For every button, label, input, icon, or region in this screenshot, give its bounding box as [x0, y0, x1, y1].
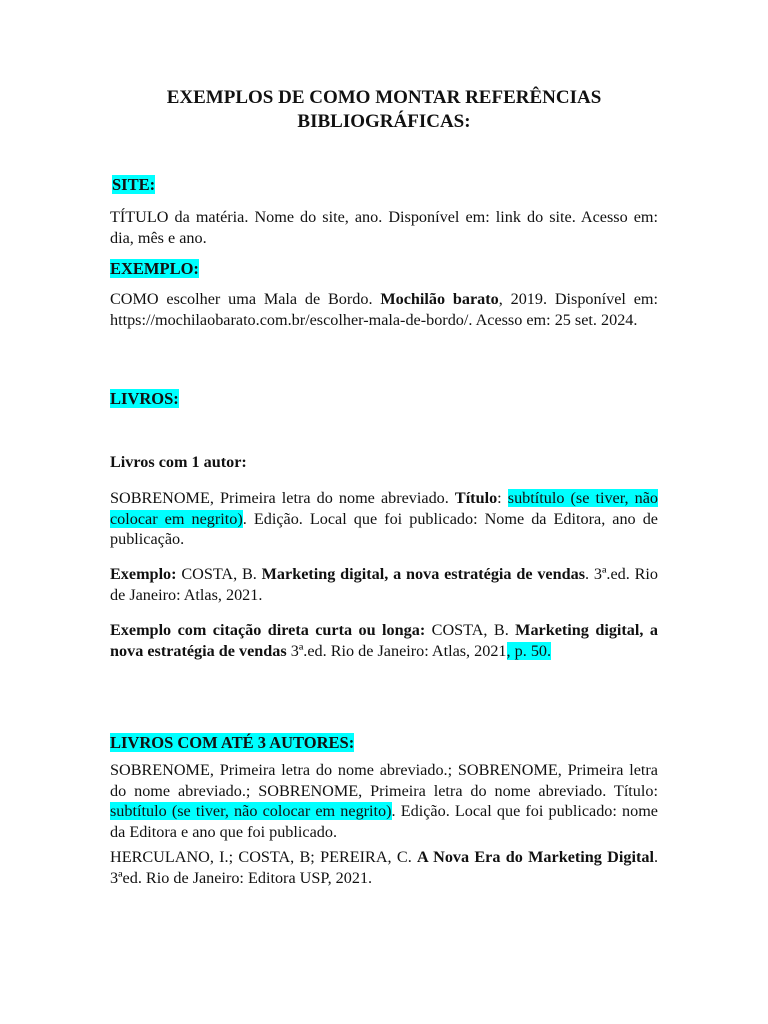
three-authors-example: [110, 847, 658, 888]
site-heading-text: SITE:: [112, 175, 156, 194]
three-authors-post: . Edição. Local que foi publicado: nome da Editora e ano que foi publicado.: [110, 802, 658, 841]
site-format: TÍTULO da matéria. Nome do site, ano. Disponível em: link do site. Acesso em: dia, mês e ano.: [110, 208, 658, 247]
site-example: [110, 289, 658, 330]
one-author-heading: Livros com 1 autor:: [110, 453, 247, 471]
site-heading: [112, 175, 660, 195]
one-author-highlight: subtítulo (se tiver, não colocar em negrito): [110, 489, 658, 528]
page-title: [110, 86, 658, 134]
site-example-bold: Mochilão barato: [380, 290, 499, 308]
one-author-format: [110, 488, 658, 550]
example-2-post: 3ª.ed. Rio de Janeiro: Atlas, 2021: [286, 641, 507, 660]
example-1-pre: COSTA, B.: [176, 565, 262, 583]
one-author-post: . Edição. Local que foi publicado: Nome da Editora, ano de publicação.: [110, 509, 658, 548]
one-author-bold: Título: [454, 489, 498, 507]
three-authors-heading-text: LIVROS COM ATÉ 3 AUTORES:: [110, 733, 355, 752]
three-authors-highlight: subtítulo (se tiver, não colocar em negrito): [110, 802, 392, 820]
example-2-label: Exemplo com citação direta curta ou longa:: [110, 621, 426, 639]
example-2-pre: COSTA, B.: [425, 621, 516, 639]
title-line-2: BIBLIOGRÁFICAS:: [297, 111, 471, 132]
livros-heading: [110, 389, 658, 409]
three-authors-example-post: . 3ªed. Rio de Janeiro: Editora USP, 2021.: [110, 848, 658, 887]
site-example-post: , 2019. Disponível em: https://mochilaobarato.com.br/escolher-mala-de-bordo/. Acesso em: 25 set. 2024.: [110, 290, 658, 329]
example-1-bold: Marketing digital, a nova estratégia de vendas: [261, 565, 585, 583]
three-authors-example-pre: HERCULANO, I.; COSTA, B; PEREIRA, C.: [110, 848, 418, 866]
one-author-pre: SOBRENOME, Primeira letra do nome abreviado.: [110, 489, 455, 507]
example-2: [110, 620, 658, 661]
one-author-colon: :: [497, 489, 508, 507]
title-line-1: EXEMPLOS DE COMO MONTAR REFERÊNCIAS: [166, 87, 602, 108]
example-2-bold: Marketing digital, a nova estratégia de vendas: [110, 621, 658, 660]
example-1-post: . 3ª.ed. Rio de Janeiro: Atlas, 2021.: [110, 565, 658, 604]
three-authors-heading: [110, 733, 658, 753]
example-heading: [110, 259, 658, 279]
example-2-highlight: , p. 50.: [506, 641, 552, 660]
example-1: [110, 564, 658, 605]
livros-heading-text: LIVROS:: [110, 389, 179, 408]
example-1-label: Exemplo:: [110, 565, 177, 583]
three-authors-example-bold: A Nova Era do Marketing Digital: [417, 848, 654, 866]
three-authors-format: [110, 760, 658, 842]
example-heading-text: EXEMPLO:: [110, 259, 199, 278]
three-authors-pre: SOBRENOME, Primeira letra do nome abreviado.; SOBRENOME, Primeira letra do nome abreviado.; SOBRENOME, Primeira letra do nome abreviado. Título:: [110, 761, 658, 800]
site-example-pre: COMO escolher uma Mala de Bordo.: [110, 290, 381, 308]
